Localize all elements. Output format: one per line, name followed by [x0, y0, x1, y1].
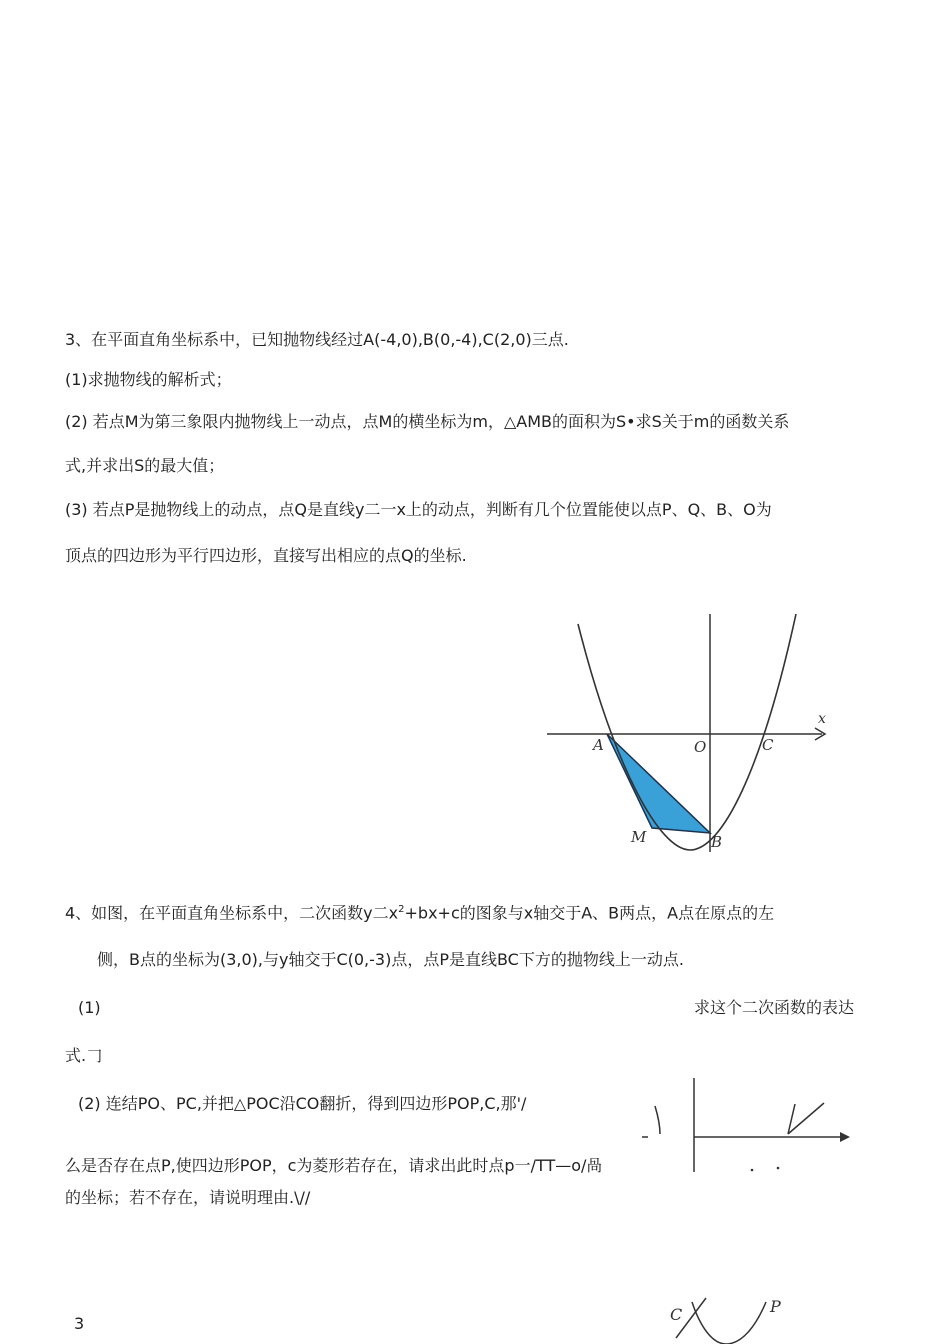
q3-part3-line2: 顶点的四边形为平行四边形，直接写出相应的点Q的坐标.: [65, 546, 467, 565]
q4-part2-line1: (2) 连结PO、PC,并把△POC沿CO翻折，得到四边形POP,C,那'/: [78, 1094, 527, 1113]
q4-exponent: 2: [398, 904, 405, 915]
q3-part1: (1)求抛物线的解析式；: [65, 370, 232, 389]
q3-part2-line1: (2) 若点M为第三象限内抛物线上一动点，点M的横坐标为m，△AMB的面积为S•求S关于m的函数关系: [65, 412, 790, 431]
q4-stem-line2: 侧，B点的坐标为(3,0),与y轴交于C(0,-3)点，点P是直线BC下方的抛物线上一动点.: [97, 950, 684, 969]
q4-part1-text: 求这个二次函数的表达: [694, 998, 855, 1017]
sketch-dot2: [777, 1167, 780, 1170]
q4-part1-number: (1): [78, 998, 101, 1017]
label-m: M: [631, 828, 647, 846]
sketch-dot1: [751, 1169, 754, 1172]
page-number: 3: [74, 1314, 85, 1333]
q3-stem: 3、在平面直角坐标系中，已知抛物线经过A(-4,0),B(0,-4),C(2,0)三点.: [65, 330, 569, 349]
label-o: O: [694, 738, 707, 756]
label-c: C: [762, 736, 774, 754]
sketch-bottom-curve: [692, 1302, 766, 1344]
label-c-bottom: C: [670, 1305, 683, 1324]
label-a: A: [593, 736, 604, 754]
q4-part2-line2: 么是否存在点P,使四边形POP，c为菱形若存在，请求出此时点p一/TT—o/咼: [65, 1156, 603, 1175]
q4-part2-line3: 的坐标；若不存在，请说明理由.\//: [65, 1188, 311, 1207]
bottom-sketch-figure: [660, 1290, 800, 1344]
parabola-figure: [540, 608, 840, 856]
q4-stem-line1: [65, 900, 774, 923]
sketch-left-curve: [655, 1106, 660, 1134]
q3-part3-line1: (3) 若点P是抛物线上的动点，点Q是直线y二一x上的动点，判断有几个位置能使以点P、Q、B、O为: [65, 500, 772, 519]
sketch-x-arrow: [840, 1132, 850, 1142]
label-b: B: [711, 833, 723, 851]
q4-stem-part1: 4、如图，在平面直角坐标系中，二次函数y二x: [65, 903, 399, 923]
q4-part1-tail: 式.𠃌: [65, 1046, 103, 1065]
axes-sketch-figure: [630, 1072, 860, 1182]
label-x: x: [818, 711, 826, 727]
q3-part2-line2: 式,并求出S的最大值；: [65, 456, 225, 475]
label-p-bottom: P: [770, 1297, 781, 1316]
q4-stem-part2: +bx+c的图象与x轴交于A、B两点，A点在原点的左: [404, 903, 775, 923]
